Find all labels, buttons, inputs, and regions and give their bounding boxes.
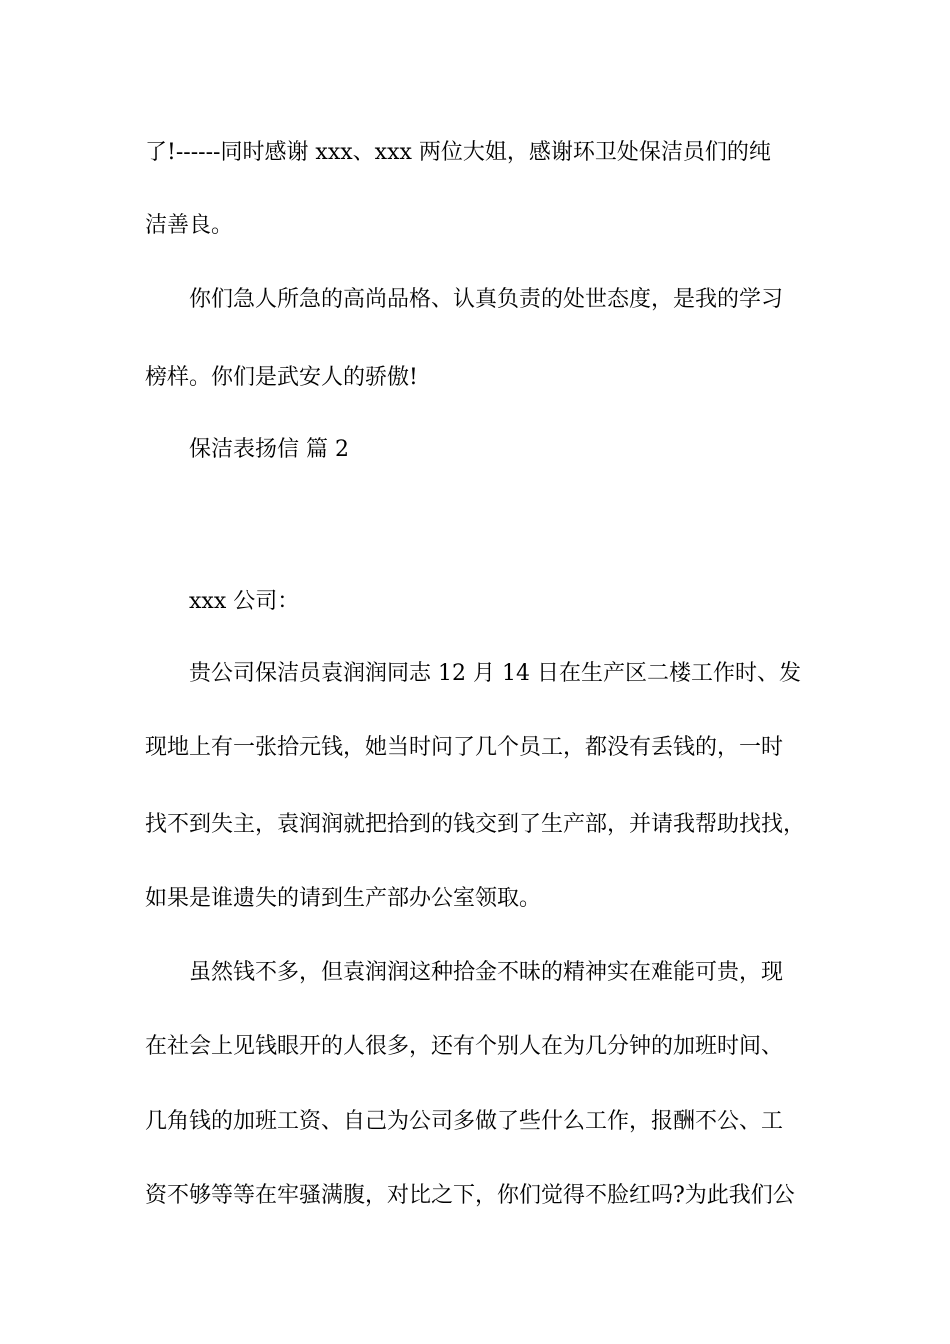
paragraph-line: 榜样。你们是武安人的骄傲! [145, 365, 418, 390]
paragraph-line: 找不到失主，袁润润就把拾到的钱交到了生产部，并请我帮助找找， [145, 812, 806, 837]
section-heading: 保洁表扬信 篇 2 [189, 437, 349, 462]
salutation: xxx 公司： [189, 589, 300, 614]
paragraph-line: 贵公司保洁员袁润润同志 12 月 14 日在生产区二楼工作时、发 [189, 661, 801, 686]
paragraph-line: 了!------同时感谢 xxx、xxx 两位大姐，感谢环卫处保洁员们的纯 [145, 140, 771, 165]
paragraph-line: 资不够等等在牢骚满腹，对比之下，你们觉得不脸红吗?为此我们公 [145, 1183, 795, 1208]
paragraph-line: 在社会上见钱眼开的人很多，还有个别人在为几分钟的加班时间、 [145, 1034, 784, 1059]
paragraph-line: 虽然钱不多，但袁润润这种拾金不昧的精神实在难能可贵，现 [189, 960, 784, 985]
paragraph-line: 现地上有一张拾元钱，她当时问了几个员工，都没有丢钱的，一时 [145, 735, 784, 760]
paragraph-line: 如果是谁遗失的请到生产部办公室领取。 [145, 886, 542, 911]
paragraph-line: 你们急人所急的高尚品格、认真负责的处世态度，是我的学习 [189, 287, 784, 312]
paragraph-line: 几角钱的加班工资、自己为公司多做了些什么工作，报酬不公、工 [145, 1109, 784, 1134]
paragraph-line: 洁善良。 [145, 213, 234, 238]
